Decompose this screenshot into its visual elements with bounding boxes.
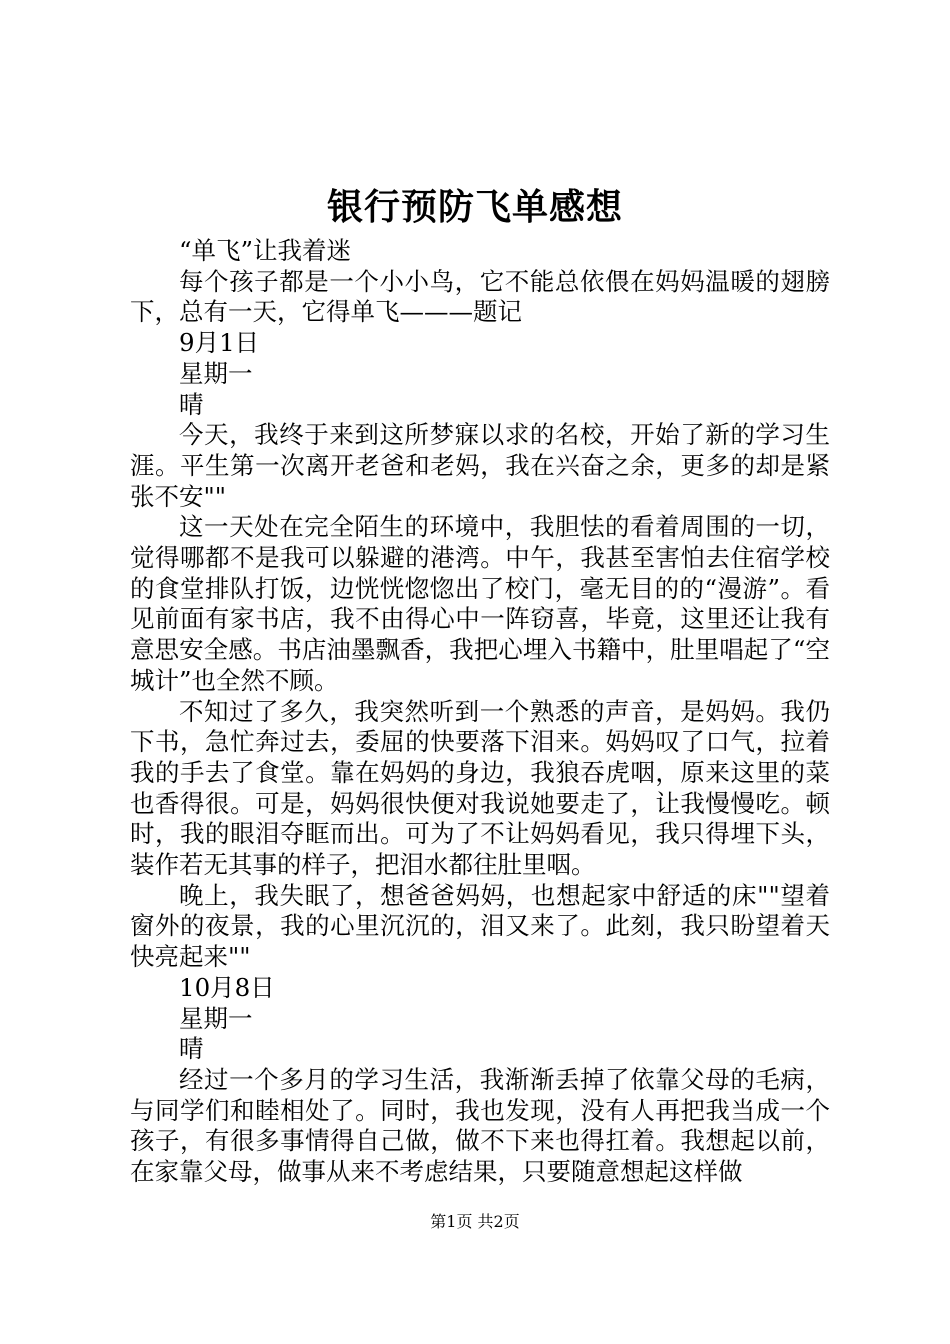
- weekday-line: 星期一: [179, 1003, 253, 1033]
- paragraph: 这一天处在完全陌生的环境中，我胆怯的看着周围的一切，觉得哪都不是我可以躲避的港湾。中午，我甚至害怕去住宿学校的食堂排队打饭，边恍恍惚惚出了校门，毫无目的的“漫游”。看见前面有家书店，我不由得心中一阵窃喜，毕竟，这里还让我有意思安全感。书店油墨飘香，我把心埋入书籍中，肚里唱起了“空城计”也全然不顾。: [130, 512, 830, 695]
- paragraph: “单飞”让我着迷: [179, 236, 352, 265]
- weather-line: 晴: [179, 1034, 204, 1064]
- paragraph: 今天，我终于来到这所梦寐以求的名校，开始了新的学习生涯。平生第一次离开老爸和老妈，我在兴奋之余，更多的却是紧张不安"": [130, 420, 830, 511]
- paragraph: 不知过了多久，我突然听到一个熟悉的声音，是妈妈。我仍下书，急忙奔过去，委屈的快要落下泪来。妈妈叹了口气，拉着我的手去了食堂。靠在妈妈的身边，我狼吞虎咽，原来这里的菜也香得很。可是，妈妈很快便对我说她要走了，让我慢慢吃。顿时，我的眼泪夺眶而出。可为了不让妈妈看见，我只得埋下头，装作若无其事的样子，把泪水都往肚里咽。: [130, 696, 830, 880]
- date-line: 9月1日: [179, 328, 260, 358]
- paragraph: 经过一个多月的学习生活，我渐渐丢掉了依靠父母的毛病，与同学们和睦相处了。同时，我也发现，没有人再把我当成一个孩子，有很多事情得自己做，做不下来也得扛着。我想起以前，在家靠父母，做事从来不考虑结果，只要随意想起这样做: [130, 1064, 830, 1187]
- paragraph: 晚上，我失眠了，想爸爸妈妈，也想起家中舒适的床""望着窗外的夜景，我的心里沉沉的，泪又来了。此刻，我只盼望着天快亮起来"": [130, 880, 830, 972]
- document-body: [130, 236, 830, 1188]
- page-footer: 第1页 共2页: [430, 1212, 520, 1231]
- paragraph: 每个孩子都是一个小小鸟，它不能总依偎在妈妈温暖的翅膀下，总有一天，它得单飞———题记: [130, 266, 830, 327]
- date-line: 10月8日: [179, 972, 275, 1002]
- document-title: 银行预防飞单感想: [326, 187, 623, 228]
- weather-line: 晴: [179, 389, 204, 419]
- weekday-line: 星期一: [179, 358, 253, 388]
